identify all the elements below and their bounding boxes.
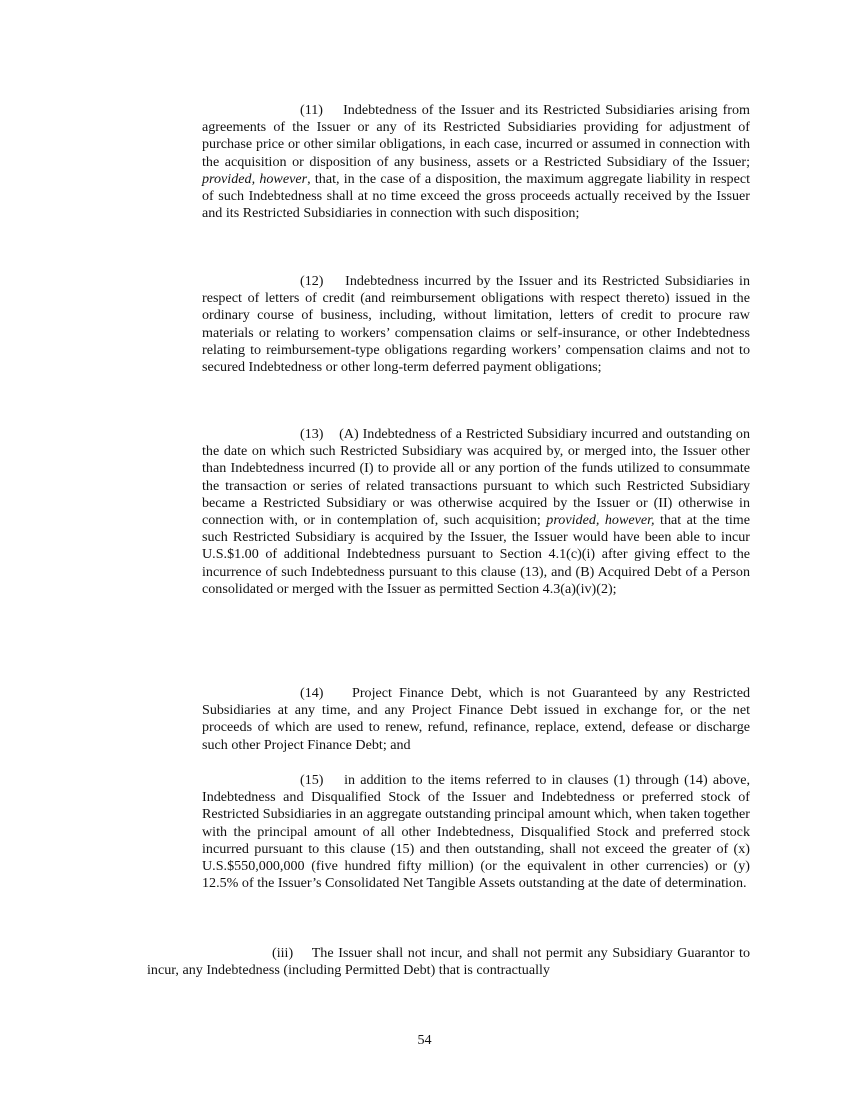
clause-text-continued: , that, in the case of a disposition, the maximum aggregate liability in respect of such Indebtedness shall at no time exceed the gross proceeds actually received by the Issuer and its Restricted Subsidiaries in connection with such disposition; [202,170,750,222]
clause-number: (15) [300,772,324,788]
clause-text: Indebtedness incurred by the Issuer and its Restricted Subsidiaries in respect of letters of credit (and reimbursement obligations with respect thereto) issued in the ordinary course of business, including, without limitation, letters of credit to procure raw materials or relating to workers’ compensation claims or self-insurance, or other Indebtedness relating to reimbursement-type obligations regarding workers’ compensation claims and not to secured Indebtedness or other long-term deferred payment obligations; [202,273,751,376]
clause-text-continued: that at the time such Restricted Subsidiary is acquired by the Issuer, the Issuer would have been able to incur U.S.$1.00 of additional Indebtedness pursuant to Section 4.1(c)(i) after giving effect to the incurrence of such Indebtedness pursuant to this clause (13), and (B) Acquired Debt of a Person consolidated or merged with the Issuer as permitted Section 4.3(a)(iv)(2); [202,512,750,597]
paragraph-clause-iii [147,945,750,979]
clause-text: Indebtedness of the Issuer and its Restricted Subsidiaries arising from agreements of the Issuer or any of its Restricted Subsidiaries providing for adjustment of purchase price or other similar obligations, in each case, incurred or assumed in connection with the acquisition or disposition of any business, assets or a Restricted Subsidiary of the Issuer; [202,102,751,170]
clause-text: in addition to the items referred to in clauses (1) through (14) above, Indebtedness and Disqualified Stock of the Issuer and Indebtedness or preferred stock of Restricted Subsidiaries in an aggregate outstanding principal amount which, when taken together with the principal amount of all other Indebtedness, Disqualified Stock and preferred stock incurred pursuant to this clause (15) and then outstanding, shall not exceed the greater of (x) U.S.$550,000,000 (five hundred fifty million) (or the equivalent in other currencies) or (y) 12.5% of the Issuer’s Consolidated Net Tangible Assets outstanding at the date of determination. [202,772,750,892]
page-number: 54 [417,1032,432,1048]
paragraph-clause-13 [202,426,750,598]
clause-number: (14) [300,685,324,701]
clause-text: (A) Indebtedness of a Restricted Subsidiary incurred and outstanding on the date on which such Restricted Subsidiary was acquired by, or merged into, the Issuer other than Indebtedness incurred (I) to provide all or any portion of the funds utilized to consummate the transaction or series of related transactions pursuant to which such Restricted Subsidiary became a Restricted Subsidiary or was otherwise acquired by the Issuer or (II) otherwise in connection with, or in contemplation of, such acquisition; [202,426,750,529]
paragraph-clause-11 [202,102,750,222]
clause-number: (iii) [272,945,294,961]
clause-text: Project Finance Debt, which is not Guaranteed by any Restricted Subsidiaries at any time, and any Project Finance Debt issued in exchange for, or the net proceeds of which are used to renew, refund, refinance, replace, extend, defease or discharge such other Project Finance Debt; and [202,685,750,753]
clause-text: The Issuer shall not incur, and shall not permit any Subsidiary Guarantor to incur, any Indebtedness (including Permitted Debt) that is contractually [147,945,750,979]
clause-number: (13) [300,426,324,442]
paragraph-clause-12 [202,273,750,376]
clause-emphasis: provided, however [202,170,308,187]
clause-number: (11) [300,102,323,118]
clause-emphasis: provided, however, [546,512,655,529]
paragraph-clause-15 [202,772,750,892]
clause-number: (12) [300,273,324,289]
paragraph-clause-14 [202,685,750,754]
